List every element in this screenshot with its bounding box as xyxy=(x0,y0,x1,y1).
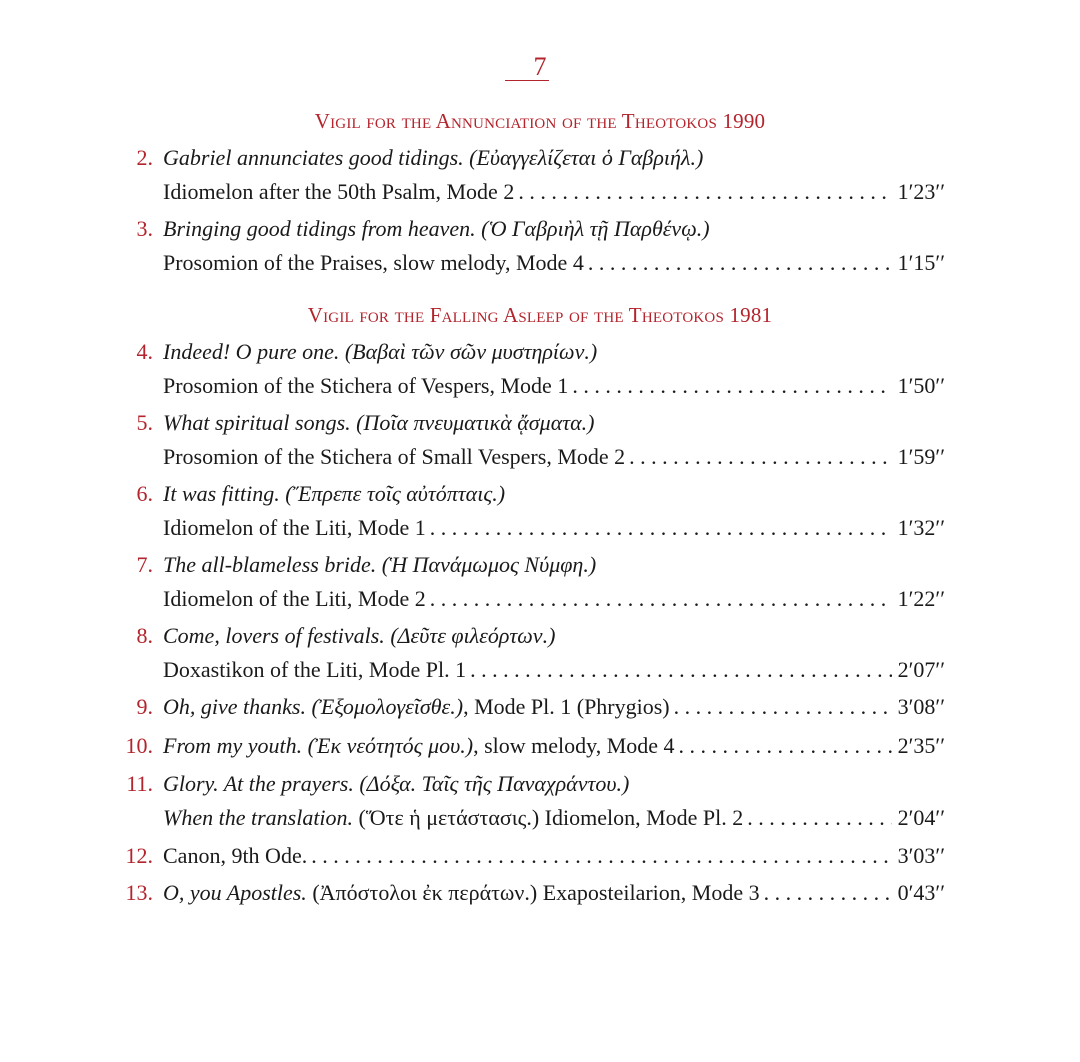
track-title-gr: (Ὁ Γαβριὴλ τῇ Παρθένῳ.) xyxy=(481,216,710,241)
track-duration: 2′07′′ xyxy=(897,657,945,682)
track-number: 13. xyxy=(125,880,153,905)
track-duration: 2′04′′ xyxy=(897,805,945,830)
track-description: , slow melody, Mode 4 xyxy=(473,733,675,758)
track-title-gr: (Ἡ Πανάμωμος Νύμφη.) xyxy=(381,552,597,577)
track-number: 3. xyxy=(136,216,153,241)
track-title-gr: (Ἐκ νεότητός μου.) xyxy=(307,733,474,758)
track-title-gr: (Βαβαὶ τῶν σῶν μυστηρίων.) xyxy=(344,339,598,364)
track-duration: 1′23′′ xyxy=(897,179,945,204)
leader-dots xyxy=(430,512,892,544)
track-title-en: From my youth. xyxy=(163,733,303,758)
track-title-en: Bringing good tidings from heaven. xyxy=(163,216,476,241)
section-title-falling-asleep: Vigil for the Falling Asleep of the Theotokos 1981 xyxy=(307,303,773,327)
track-title-en: Come, lovers of festivals. xyxy=(163,623,385,648)
track-duration: 1′59′′ xyxy=(897,444,945,469)
leader-dots xyxy=(747,802,891,834)
track-title-en: It was fitting. xyxy=(163,481,280,506)
leader-dots xyxy=(518,176,891,208)
track-number: 7. xyxy=(136,552,153,577)
leader-dots xyxy=(588,247,892,279)
track-description: Exaposteilarion, Mode 3 xyxy=(537,880,760,905)
track-number: 12. xyxy=(125,843,153,868)
track-title-gr: (Εὐαγγελίζεται ὁ Γαβριήλ.) xyxy=(469,145,704,170)
track-description: Idiomelon, Mode Pl. 2 xyxy=(539,805,744,830)
leader-dots xyxy=(430,583,892,615)
track-duration: 3′03′′ xyxy=(897,843,945,868)
track-duration: 3′08′′ xyxy=(897,694,945,719)
page-number-rule xyxy=(505,80,549,81)
track-duration: 1′15′′ xyxy=(897,250,945,275)
track-description: Prosomion of the Stichera of Vespers, Mode 1 xyxy=(163,373,569,398)
track-duration: 1′32′′ xyxy=(897,515,945,540)
page-number: 7 xyxy=(533,52,547,81)
track-number: 5. xyxy=(136,410,153,435)
track-duration: 2′35′′ xyxy=(897,733,945,758)
track-duration: 1′50′′ xyxy=(897,373,945,398)
track-title-en: Glory. At the prayers. xyxy=(163,771,354,796)
track-title-en: O, you Apostles. xyxy=(163,880,307,905)
track-description: , Mode Pl. 1 (Phrygios) xyxy=(463,694,670,719)
track-title-gr: (Ἀπόστολοι ἐκ περάτων.) xyxy=(312,880,538,905)
track-description: Doxastikon of the Liti, Mode Pl. 1 xyxy=(163,657,467,682)
track-description: Idiomelon of the Liti, Mode 1 xyxy=(163,515,426,540)
track-title-en: Oh, give thanks. xyxy=(163,694,306,719)
leader-dots xyxy=(629,441,891,473)
track-title-en: Indeed! O pure one. xyxy=(163,339,340,364)
leader-dots xyxy=(311,840,891,872)
section-title-annunciation: Vigil for the Annunciation of the Theotokos 1990 xyxy=(314,109,766,133)
leader-dots xyxy=(470,654,891,686)
track-title-en: What spiritual songs. xyxy=(163,410,351,435)
track-description: Canon, 9th Ode. xyxy=(163,843,308,868)
track-duration: 0′43′′ xyxy=(897,880,945,905)
track-title-gr: (Δεῦτε φιλεόρτων.) xyxy=(390,623,556,648)
track-number: 6. xyxy=(136,481,153,506)
track-number: 9. xyxy=(136,694,153,719)
track-number: 8. xyxy=(136,623,153,648)
track-title-gr: (Ποῖα πνευματικὰ ᾄσματα.) xyxy=(356,410,595,435)
track-number: 2. xyxy=(136,145,153,170)
leader-dots xyxy=(572,370,891,402)
leader-dots xyxy=(679,730,892,762)
track-description: Prosomion of the Praises, slow melody, Mode 4 xyxy=(163,250,584,275)
track-second-title-en: When the translation. xyxy=(163,805,354,830)
track-description: Idiomelon after the 50th Psalm, Mode 2 xyxy=(163,179,515,204)
track-title-en: Gabriel annunciates good tidings. xyxy=(163,145,464,170)
track-description: Idiomelon of the Liti, Mode 2 xyxy=(163,586,426,611)
track-title-en: The all-blameless bride. xyxy=(163,552,377,577)
leader-dots xyxy=(674,691,892,723)
track-duration: 1′22′′ xyxy=(897,586,945,611)
track-number: 4. xyxy=(136,339,153,364)
leader-dots xyxy=(764,877,892,909)
track-second-title-gr: (Ὅτε ἡ μετάστασις.) xyxy=(358,805,540,830)
track-title-gr: (Ἐξομολογεῖσθε.) xyxy=(311,694,464,719)
track-title-gr: (Δόξα. Ταῖς τῆς Παναχράντου.) xyxy=(359,771,630,796)
track-description: Prosomion of the Stichera of Small Vespers, Mode 2 xyxy=(163,444,626,469)
track-number: 11. xyxy=(126,771,153,796)
track-number: 10. xyxy=(125,733,153,758)
track-title-gr: (Ἔπρεπε τοῖς αὐτόπταις.) xyxy=(285,481,506,506)
